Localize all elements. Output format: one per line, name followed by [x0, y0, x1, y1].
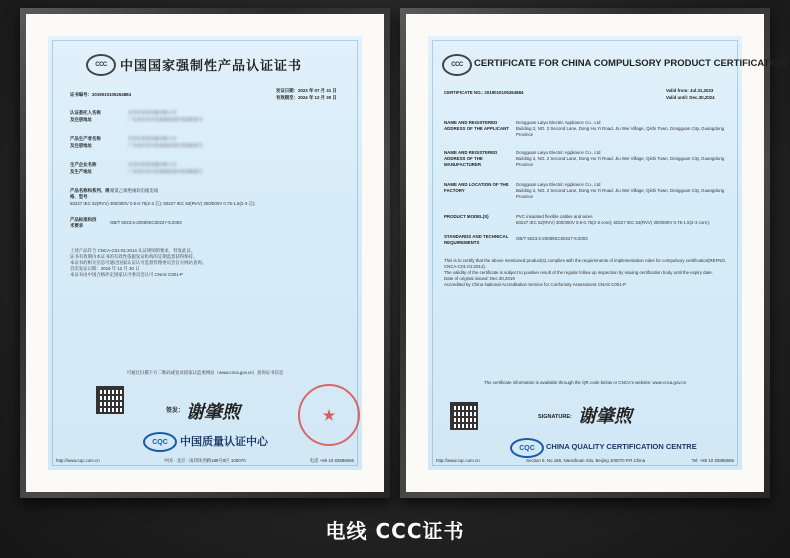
cert-number: CERTIFICATE NO.: 2019010105264884	[444, 90, 524, 95]
section-value	[516, 182, 741, 200]
qr-note: 可通过扫描下方二维码或登录国家认监委网站（www.cnca.gov.cn）查询证书信息	[126, 370, 284, 375]
section-label: NAME AND REGISTERED ADDRESS OF THE MANUFACTURER	[444, 150, 498, 167]
section-line: GB/T 5023.5-2008/IEC60227-5:2003	[516, 236, 588, 241]
certificate-title: 中国国家强制性产品认证证书	[120, 59, 303, 74]
note-line: 上述产品符合 CNCA-C01-01:2014 认证规则的要求，特发此证。	[70, 248, 196, 253]
field-value: 广东省东莞市某某镇某某村某某路某号	[128, 143, 203, 148]
ccc-logo-icon: CCC	[442, 54, 472, 76]
note-line: 首次发证日期：2019 年 12 月 30 日	[70, 266, 140, 271]
section-line: Building 2, NO. 2 Second Lane, Dong Hu Yi Road, Jiu Wei Village, Qishi Town, Dongguan City, Guangdong Province	[516, 188, 725, 199]
section-line: PVC insulated flexible cables and wires	[516, 214, 593, 219]
cqc-name: 中国质量认证中心	[180, 435, 268, 448]
section-label: STANDARDS AND TECHNICAL REQUIREMENTS	[444, 234, 509, 245]
field-label: 产品生产者名称	[70, 136, 101, 141]
field-value: 东莞市某某电器有限公司	[128, 110, 177, 115]
field-label: 及生产地址	[70, 169, 92, 174]
en-certificate-frame	[400, 8, 787, 498]
issue-date: Valid from: Jul.31,2023	[666, 88, 714, 93]
field-value: 广东省东莞市某某镇某某村某某路某号	[128, 169, 203, 174]
note-line: 证书有效期内本证书的有效性依据发证机构的定期监督获得保持。	[70, 254, 198, 259]
signature: 谢肇煦	[186, 402, 240, 423]
section-label: NAME AND LOCATION OF THE FACTORY	[444, 182, 509, 193]
note-line: The validity of the certificate is subject to positive result of the regular follow up inspection by issuing certification body until the expiry date.	[444, 270, 713, 275]
field-label: 及注册地址	[70, 143, 92, 148]
note-line: This is to certify that the above mentioned product(s) complies with the requirements of implementation rules for compulsory certification(REFNO. CNCA-C01-01:2014).	[444, 258, 727, 269]
section-label: NAME AND REGISTERED ADDRESS OF THE APPLICANT	[444, 120, 509, 131]
field-label: 及注册地址	[70, 117, 92, 122]
note-line: 本证书由中国合格评定国家认可委员会认可 CNAS C001-P	[70, 272, 183, 277]
qr-code-icon	[450, 402, 478, 430]
note-line: 本证书的相关信息可通过国家认证认可监督管理委员会官方网站查询。	[70, 260, 207, 265]
footer-phone: 电话 +86 10 83886666	[309, 458, 354, 463]
issue-date: 发证日期：2023 年 07 月 31 日	[276, 88, 337, 93]
en-certificate	[428, 36, 787, 470]
cn-certificate	[48, 36, 362, 470]
field-value: 东莞市某某电器有限公司	[128, 162, 177, 167]
footer-address: Section 9, No.188, Nansihuan Xilu, Beijing 100070 P.R.China	[526, 458, 646, 463]
cqc-name: CHINA QUALITY CERTIFICATION CENTRE	[546, 442, 697, 451]
standard-label: 产品标准和技术要求	[70, 217, 97, 228]
section-line: Dongguan Laiyu Electric Appliance Co., Ltd	[516, 150, 601, 155]
note-line: Date of original issued: Dec.30,2019	[444, 276, 515, 281]
official-seal-icon	[298, 384, 360, 446]
section-line: Building 2, NO. 2 Second Lane, Dong Hu Yi Road, Jiu Wei Village, Qishi Town, Dongguan City, Guangdong Province	[516, 126, 725, 137]
cqc-logo-icon: CQC	[510, 438, 544, 458]
footer-website: http://www.cqc.com.cn	[436, 458, 480, 463]
ccc-logo-icon: CCC	[86, 54, 116, 76]
note-line: Accredited by China National Accreditation Service for Conformity Assessment CNAS C001-P	[444, 282, 627, 287]
section-value	[516, 214, 741, 226]
section-line: 60227 IEC 52(RVV) 300/300V 0.5-0.75(2-3 core); 60227 IEC 53(RVV) 300/500V 0.75-1.5(2-3 core);	[516, 220, 710, 225]
signature-label: 签发：	[166, 408, 185, 414]
cqc-logo-icon: CQC	[143, 432, 177, 452]
section-value	[516, 120, 741, 138]
footer-address: 中国 · 北京 · 南四环西路188号9区 100070	[163, 458, 246, 463]
certificate-footer	[436, 458, 734, 464]
page-caption: 电线 CCC证书	[325, 519, 465, 543]
standard-value: GB/T 5023.5-2008/IEC60227-5:2003	[110, 220, 182, 225]
cert-number: 证书编号：2019010105264884	[70, 92, 132, 97]
certificate-footer	[56, 458, 354, 464]
field-value: 广东省东莞市某某镇某某村某某路某号	[128, 117, 203, 122]
signature-label: SIGNATURE:	[538, 414, 572, 420]
cert-notes	[70, 248, 270, 278]
cert-notes	[444, 258, 740, 288]
product-label: 产品名称和系列、规格、型号	[70, 188, 110, 199]
product-spec: 60227 IEC 52(RVV) 300/300V 0.5-0.75(2-3 芯); 60227 IEC 53(RVV) 300/500V 0.75-1.5(2-3 芯);	[70, 201, 256, 206]
section-line: Building 2, NO. 2 Second Lane, Dong Hu Yi Road, Jiu Wei Village, Qishi Town, Dongguan City, Guangdong Province	[516, 156, 725, 167]
field-label: 生产企业名称	[70, 162, 97, 167]
qr-note: The certificate information is available through the QR code below or CNCA's website: www.cnca.gov.cn	[483, 380, 687, 385]
section-line: Dongguan Laiyu Electric Appliance Co., Ltd	[516, 120, 601, 125]
expiry-date: Valid until: Dec.30,2024	[666, 95, 715, 100]
frame-mat	[26, 14, 384, 492]
expiry-date: 有效期至：2024 年 12 月 30 日	[276, 95, 337, 100]
field-label: 认证委托人名称	[70, 110, 101, 115]
section-label: PRODUCT MODEL(S)	[444, 214, 489, 219]
footer-website: http://www.cqc.com.cn	[56, 458, 100, 463]
certificate-title: CERTIFICATE FOR CHINA COMPULSORY PRODUCT CERTIFICATION	[474, 58, 787, 69]
footer-phone: Tel: +86 10 83886666	[691, 458, 734, 463]
field-value: 东莞市某某电器有限公司	[128, 136, 177, 141]
section-value	[516, 150, 741, 168]
qr-code-icon	[96, 386, 124, 414]
section-line: Dongguan Laiyu Electric Appliance Co., Ltd	[516, 182, 601, 187]
frame-mat	[406, 14, 787, 492]
product-name: 聚氯乙烯绝缘软电缆电线	[110, 188, 159, 193]
section-value	[516, 236, 741, 242]
cn-certificate-frame	[20, 8, 390, 498]
signature: 谢肇煦	[578, 406, 632, 427]
